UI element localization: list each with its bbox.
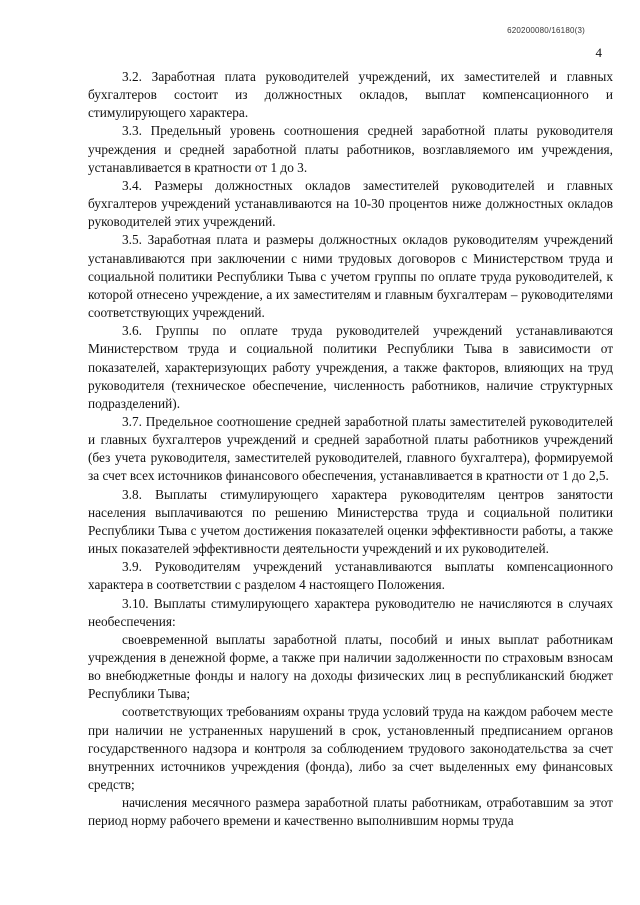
paragraph-3-8: 3.8. Выплаты стимулирующего характера руководителям центров занятости населения выплачиваются по решению Министерства труда и социальной политики Республики Тыва с учетом достижения показателей оценки эффективности работы, а также иных показателей эффективности деятельности учреждений и их руководителей. <box>88 486 613 557</box>
list-item-monthly-salary: начисления месячного размера заработной платы работникам, отработавшим за этот период норму рабочего времени и качественно выполнившим нормы труда <box>88 795 613 829</box>
paragraph-3-10: 3.10. Выплаты стимулирующего характера руководителю не начисляются в случаях необеспечения: <box>88 595 613 629</box>
document-id: 620200080/16180(3) <box>507 26 585 35</box>
paragraph-3-9: 3.9. Руководителям учреждений устанавливаются выплаты компенсационного характера в соответствии с разделом 4 настоящего Положения. <box>88 559 613 593</box>
paragraph-3-2: 3.2. Заработная плата руководителей учреждений, их заместителей и главных бухгалтеров состоит из должностных окладов, выплат компенсационного и стимулирующего характера. <box>88 69 613 121</box>
paragraph-3-6: 3.6. Группы по оплате труда руководителей учреждений устанавливаются Министерством труда и социальной политики Республики Тыва в зависимости от показателей, характеризующих работу учреждения, а также факторов, влияющих на труд руководителя (техническое обеспечение, численность работников, наличие структурных подразделений). <box>88 323 613 411</box>
paragraph-3-4: 3.4. Размеры должностных окладов заместителей руководителей и главных бухгалтеров учреждений устанавливаются на 10-30 процентов ниже должностных окладов руководителей этих учреждений. <box>88 177 613 230</box>
paragraph-3-3: 3.3. Предельный уровень соотношения средней заработной платы руководителя учреждения и средней заработной платы работников, возглавляемого им учреждения, устанавливается в кратности от 1 до 3. <box>88 123 613 175</box>
paragraph-3-7: 3.7. Предельное соотношение средней заработной платы заместителей руководителей и главных бухгалтеров учреждений и средней заработной платы работников учреждений (без учета руководителя, заместителей руководителей, главного бухгалтера), формируемой за счет всех источников финансового обеспечения, устанавливается в кратности от 1 до 2,5. <box>88 413 613 484</box>
list-item-labor-safety: соответствующих требованиям охраны труда условий труда на каждом рабочем месте при наличии не устраненных нарушений в срок, установленный предписанием органов государственного надзора и контроля за соблюдением трудового законодательства за счет внутренних источников учреждения (фонда), либо за счет выделенных ему финансовых средств; <box>88 704 613 793</box>
page-number: 4 <box>595 45 602 60</box>
document-body <box>88 68 613 831</box>
paragraph-3-5: 3.5. Заработная плата и размеры должностных окладов руководителям учреждений устанавливаются при заключении с ними трудовых договоров с Министерством труда и социальной политики Республики Тыва с учетом группы по оплате труда руководителей, к которой отнесено учреждение, а их заместителям и главным бухгалтерам – руководителями соответствующих учреждений. <box>88 232 613 321</box>
list-item-timely-payment: своевременной выплаты заработной платы, пособий и иных выплат работникам учреждения в денежной форме, а также при наличии задолженности по страховым взносам во внебюджетные фонды и налогу на доходы физических лиц в республиканский бюджет Республики Тыва; <box>88 631 613 702</box>
